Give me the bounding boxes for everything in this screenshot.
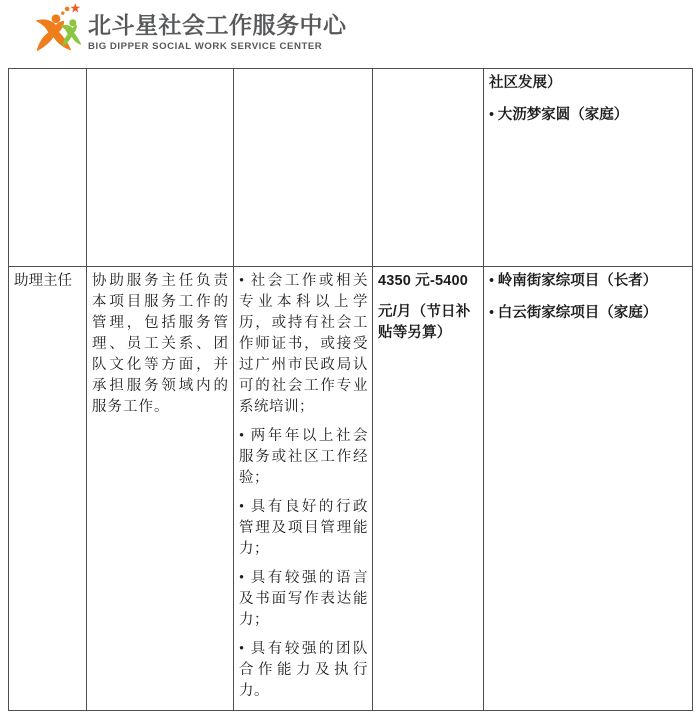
salary-amount: 4350 元-5400 <box>378 273 469 289</box>
requirement-item: • 具有较强的团队合作能力及执行力。 <box>239 641 368 699</box>
project-line: • 岭南街家综项目（长者） <box>489 273 658 289</box>
requirement-item: • 具有较强的语言及书面写作表达能力； <box>239 570 368 628</box>
org-name-block <box>88 3 347 52</box>
cell-projects-continuation <box>484 69 693 267</box>
project-line: 社区发展） <box>489 75 562 91</box>
duties-text: 协助服务主任负责本项目服务工作的管理，包括服务管理、员工关系、团队文化等方面，并承担服务领域内的服务工作。 <box>92 273 229 415</box>
requirement-item: • 具有良好的行政管理及项目管理能力； <box>239 499 368 557</box>
org-logo-icon <box>29 3 86 60</box>
recruitment-table <box>8 68 693 711</box>
org-name-en: BIG DIPPER SOCIAL WORK SERVICE CENTER <box>88 41 323 52</box>
org-name-zh: 北斗星社会工作服务中心 <box>88 12 347 38</box>
project-line: • 大沥梦家圆（家庭） <box>489 107 629 123</box>
cell-duties-empty <box>87 69 234 267</box>
position-title: 助理主任 <box>14 273 72 289</box>
cell-requirements <box>234 267 373 711</box>
cell-salary <box>373 267 484 711</box>
cell-duties <box>87 267 234 711</box>
requirement-item: • 社会工作或相关专业本科以上学历，或持有社会工作师证书，或接受过广州市民政局认可的社会工作专业系统培训； <box>239 273 368 415</box>
project-line: • 白云街家综项目（家庭） <box>489 305 658 321</box>
requirement-item: • 两年年以上社会服务或社区工作经验； <box>239 428 368 486</box>
letterhead <box>29 3 347 60</box>
cell-projects <box>484 267 693 711</box>
table-row-assistant-director <box>9 267 693 711</box>
table-row-continuation <box>9 69 693 267</box>
cell-position-empty <box>9 69 87 267</box>
cell-requirements-empty <box>234 69 373 267</box>
cell-position <box>9 267 87 711</box>
salary-unit: 元/月（节日补贴等另算） <box>378 304 471 341</box>
cell-salary-empty <box>373 69 484 267</box>
